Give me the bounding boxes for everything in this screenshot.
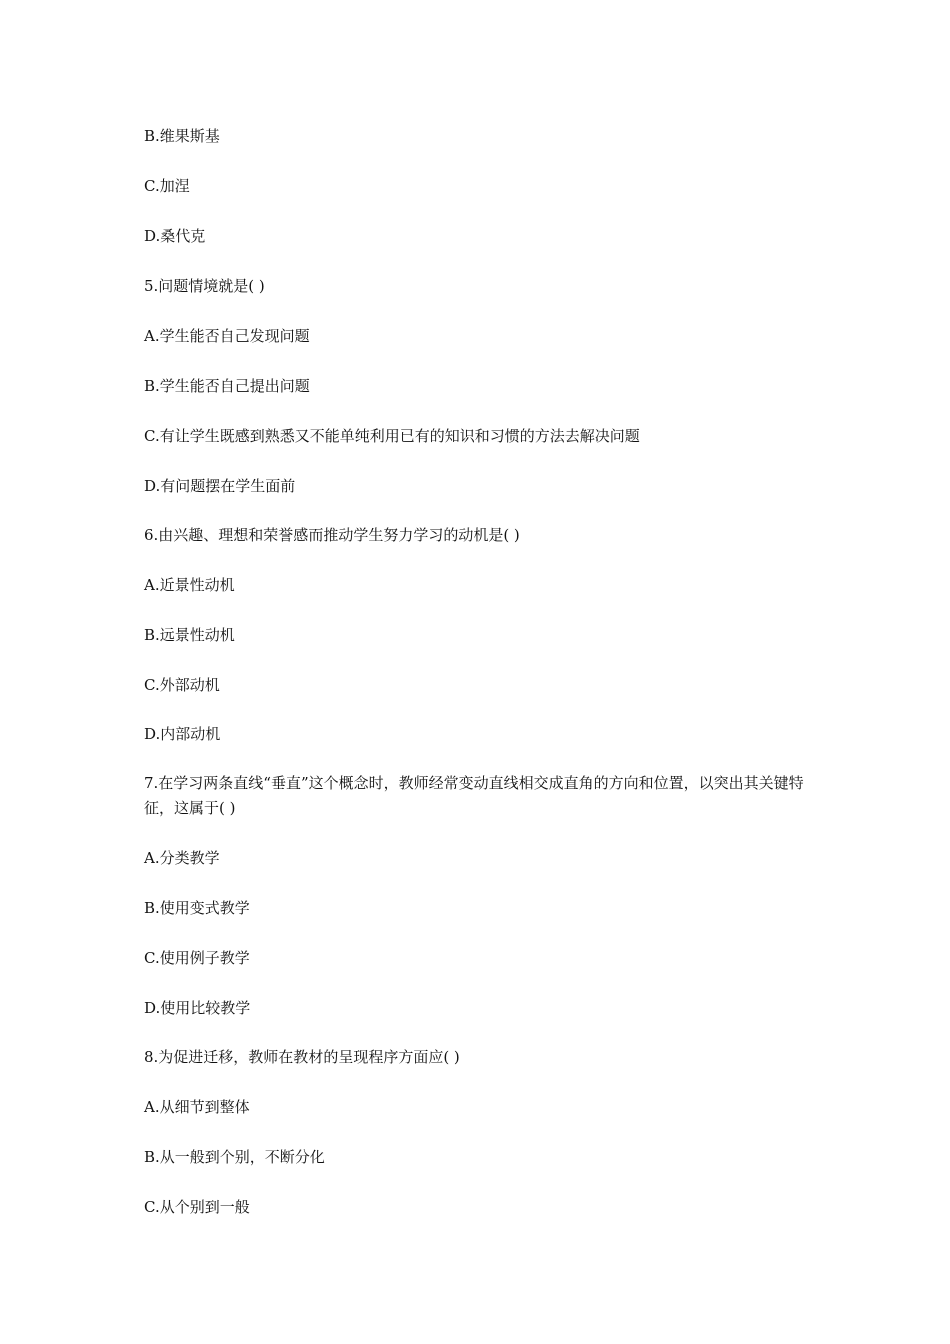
option-8c: C.从个别到一般 [144,1198,250,1216]
question-7: 7.在学习两条直线“垂直”这个概念时，教师经常变动直线相交成直角的方向和位置，以突出其关键特征，这属于( ) [144,774,804,817]
option-7a: A.分类教学 [144,849,220,867]
option-4d: D.桑代克 [144,227,206,245]
option-5d: D.有问题摆在学生面前 [144,477,296,495]
option-4c: C.加涅 [144,177,190,195]
option-7d: D.使用比较教学 [144,999,251,1017]
option-7c: C.使用例子教学 [144,949,250,967]
option-8a: A.从细节到整体 [144,1098,250,1116]
question-8: 8.为促进迁移，教师在教材的呈现程序方面应( ) [144,1048,460,1066]
option-5c: C.有让学生既感到熟悉又不能单纯利用已有的知识和习惯的方法去解决问题 [144,427,640,445]
option-6c: C.外部动机 [144,676,220,694]
option-6d: D.内部动机 [144,725,221,743]
question-6: 6.由兴趣、理想和荣誉感而推动学生努力学习的动机是( ) [144,526,520,544]
question-5: 5.问题情境就是( ) [144,277,265,295]
option-5b: B.学生能否自己提出问题 [144,377,310,395]
option-6a: A.近景性动机 [144,576,235,594]
option-7b: B.使用变式教学 [144,899,250,917]
option-5a: A.学生能否自己发现问题 [144,327,310,345]
option-6b: B.远景性动机 [144,626,235,644]
option-4b: B.维果斯基 [144,127,220,145]
option-8b: B.从一般到个别，不断分化 [144,1148,325,1166]
